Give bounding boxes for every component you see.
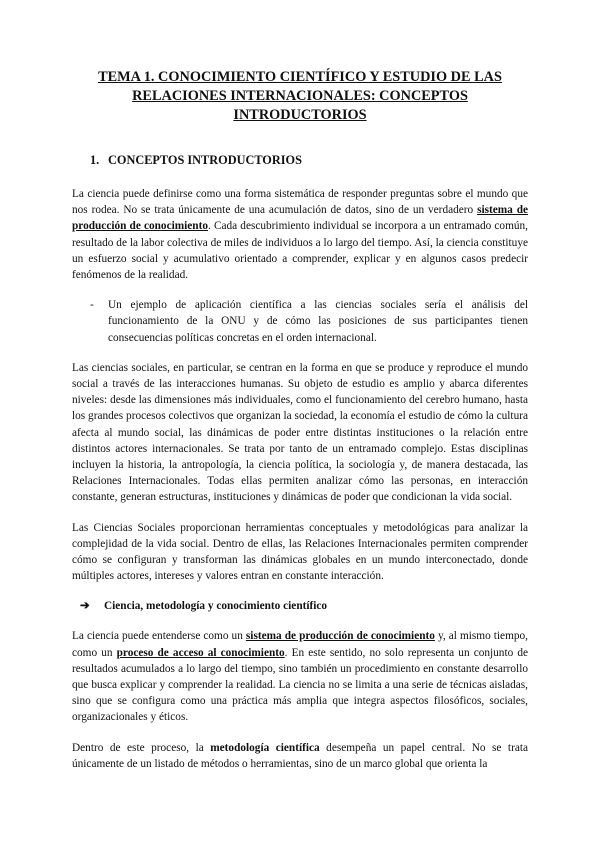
paragraph-2: Las ciencias sociales, en particular, se centran en la forma en que se produce y reproduce el mundo social a través de las interacciones humanas. Su objeto de estudio es amplio y abarca diferentes niveles: desde las dimensiones más individuales, como el funcionamiento del cerebro humano, hasta los grandes procesos colectivos que organizan la sociedad, la economía el estudio de cómo la cultura afecta al mundo social, las dinámicas de poder entre distintas instituciones o la relación entre distintos actores internacionales. Se trata por tanto de un entramado complejo. Estas disciplinas incluyen la historia, la antropología, la ciencia política, la sociología y, de manera destacada, las Relaciones Internacionales. Todas ellas permiten analizar cómo las personas, en interacción constante, generan estructuras, instituciones y dinámicas de poder que condicionan la vida social. [72,361,528,504]
text-run: Dentro de este proceso, la [72,741,211,754]
bullet-text: Un ejemplo de aplicación científica a las ciencias sociales sería el análisis del funcionamiento de la ONU y de cómo las posiciones de sus participantes tienen consecuencias políticas concretas en el orden internacional. [108,299,528,344]
bold-term: metodología científica [210,741,320,754]
document-title: TEMA 1. CONOCIMIENTO CIENTÍFICO Y ESTUDIO DE LAS RELACIONES INTERNACIONALES: CONCEPTOS INTRODUCTORIOS [98,69,502,123]
paragraph-4 [72,628,528,725]
text-run: . En este sentido, no solo representa un conjunto de resultados acumulados a lo largo del tiempo, sino también un procedimiento en constante desarrollo que busca explicar y comprender la realidad. La ciencia no se limita a una serie de técnicas aisladas, sino que se configura como una práctica más amplia que integra aspectos filosóficos, sociales, organizacionales y éticos. [72,646,528,724]
text-run: La ciencia puede entenderse como un [72,630,246,643]
bullet-dash: - [90,299,94,312]
bullet-item [72,297,528,346]
text-run: . Cada descubrimiento individual se incorpora a un entramado común, resultado de la labor colectiva de miles de individuos a lo largo del tiempo. Así, la ciencia constituye un esfuerzo social y acumulativo orientado a comprender, explicar y en algunos casos predecir fenómenos de la realidad. [72,220,528,282]
emphasis-term: sistema de producción de conocimiento [72,204,529,233]
text-run: La ciencia puede definirse como una forma sistemática de responder preguntas sobre el mundo que nos rodea. No se trata únicamente de una acumulación de datos, sino de un verdadero [72,188,528,217]
section-title: CONCEPTOS INTRODUCTORIOS [108,153,302,167]
subsection-title: Ciencia, metodología y conocimiento científico [104,600,328,613]
section-heading [90,153,528,168]
section-number: 1. [90,153,100,167]
emphasis-term: proceso de acceso al conocimiento [116,646,285,659]
subsection-heading [80,598,528,614]
paragraph-1 [72,186,528,283]
text-run: desempeña un papel central. No se trata únicamente de un listado de métodos o herramientas, sino de un marco global que orienta la [72,741,529,770]
paragraph-5 [72,740,528,772]
arrow-icon: ➔ [80,600,90,613]
paragraph-3: Las Ciencias Sociales proporcionan herramientas conceptuales y metodológicas para analizar la complejidad de la vida social. Dentro de ellas, las Relaciones Internacionales permiten comprender cómo se configuran y transforman las dinámicas globales en un mundo interconectado, donde múltiples actores, intereses y valores entran en constante interacción. [72,521,528,583]
emphasis-term: sistema de producción de conocimiento [245,630,435,643]
text-run: y, al mismo tiempo, como un [72,630,528,659]
